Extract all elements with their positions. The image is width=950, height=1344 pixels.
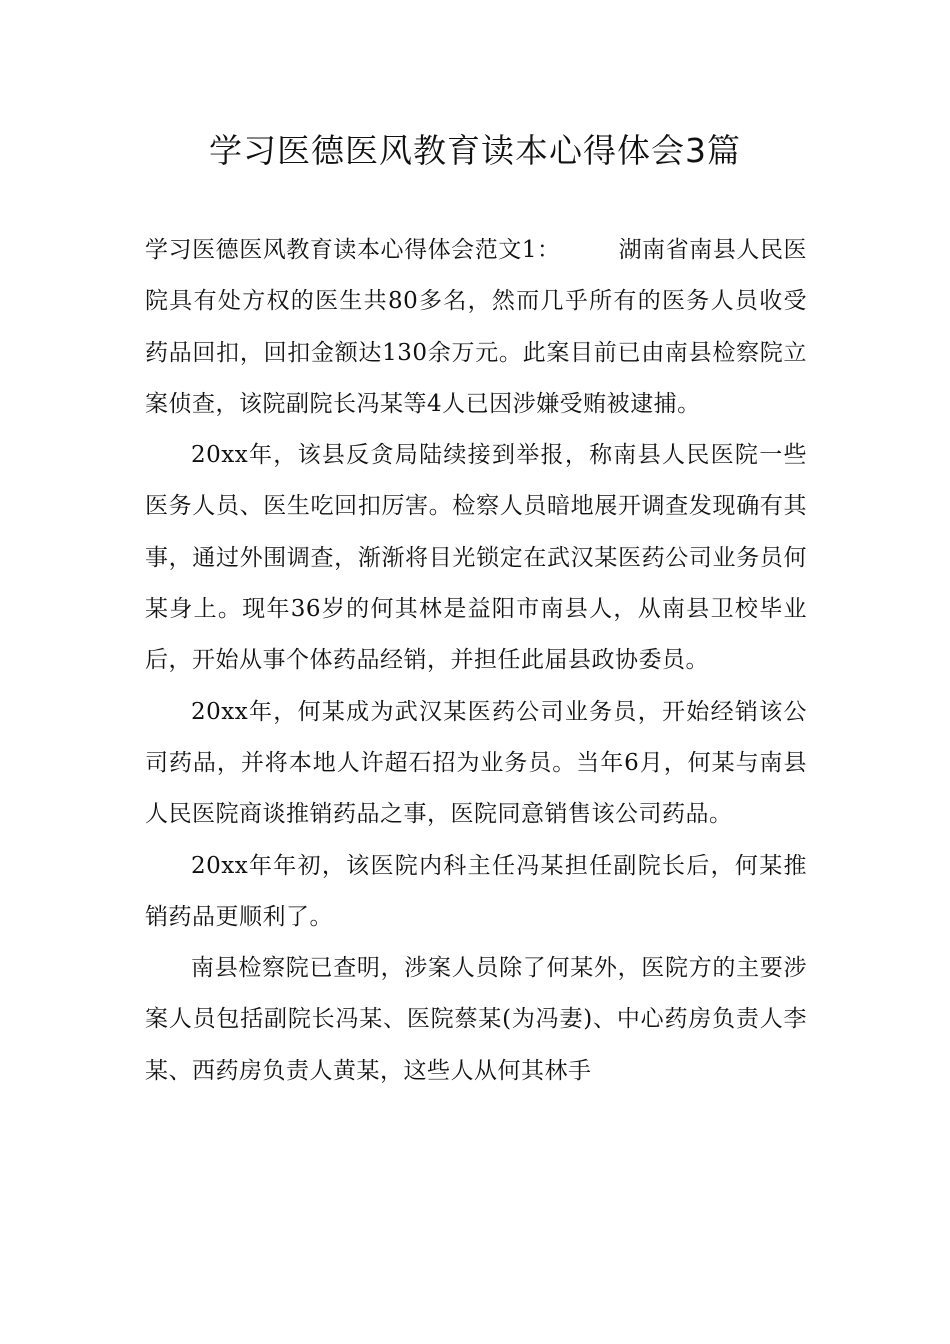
paragraph-4: 20xx年年初，该医院内科主任冯某担任副院长后，何某推销药品更顺利了。 [145,852,807,930]
paragraph-5: 南县检察院已查明，涉案人员除了何某外，医院方的主要涉案人员包括副院长冯某、医院蔡某(为冯妻)、中心药房负责人李某、西药房负责人黄某，这些人从何其林手 [145,955,807,1084]
intro-label: 学习医德医风教育读本心得体会范文1： [145,237,561,263]
paragraph-1-text: 湖南省南县人民医院具有处方权的医生共80多名，然而几乎所有的医务人员收受药品回扣，回扣金额达130余万元。此案目前已由南县检察院立案侦查，该院副院长冯某等4人已因涉嫌受贿被逮捕。 [145,237,807,417]
paragraph-1 [145,225,807,430]
document-title: 学习医德医风教育读本心得体会3篇 [209,131,741,170]
paragraph-2: 20xx年，该县反贪局陆续接到举报，称南县人民医院一些医务人员、医生吃回扣厉害。检察人员暗地展开调查发现确有其事，通过外围调查，渐渐将目光锁定在武汉某医药公司业务员何某身上。现年36岁的何其林是益阳市南县人，从南县卫校毕业后，开始从事个体药品经销，并担任此届县政协委员。 [145,442,807,674]
document-body [145,225,807,1097]
paragraph-3: 20xx年，何某成为武汉某医药公司业务员，开始经销该公司药品，并将本地人许超石招为业务员。当年6月，何某与南县人民医院商谈推销药品之事，医院同意销售该公司药品。 [145,698,807,828]
